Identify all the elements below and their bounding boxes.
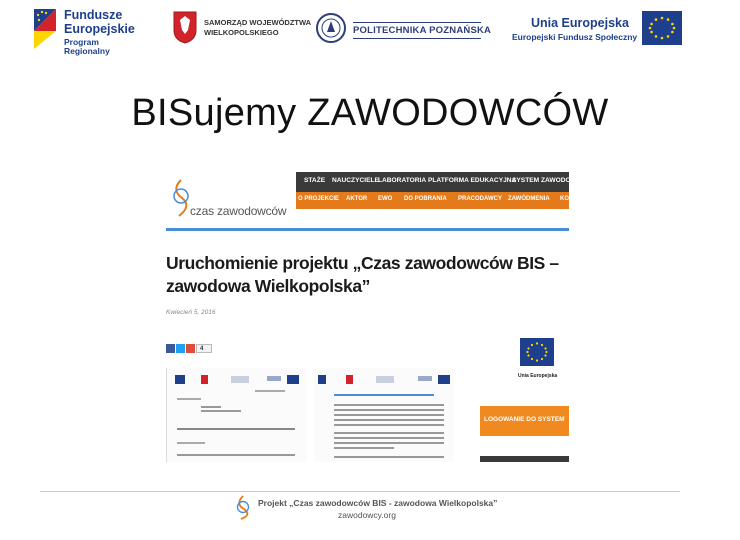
- unia-line1: Unia Europejska: [531, 16, 629, 30]
- politechnika-logo: [315, 12, 490, 44]
- samorzad-line2: WIELKOPOLSKIEGO: [204, 28, 279, 37]
- nav-top-platforma[interactable]: PLATFORMA EDUKACYJNA: [428, 177, 517, 184]
- fundusze-europejskie-emblem: [30, 5, 60, 49]
- nav-bot-zawodmenia[interactable]: ZAWÓDMENIA: [508, 196, 550, 202]
- sidebar-ue-label: Unia Europejska: [518, 373, 558, 379]
- nav-bot-ewo[interactable]: EWO: [378, 196, 393, 202]
- nav-top-staze[interactable]: STAŻE: [304, 177, 326, 184]
- document-logo-strip-2: [318, 374, 450, 386]
- fundusze-line1: Fundusze: [64, 8, 123, 22]
- google-plus-share-icon[interactable]: [186, 344, 195, 353]
- sidebar-eu-flag-icon: [520, 338, 554, 366]
- fundusze-line2: Europejskie: [64, 22, 135, 36]
- article-date: Kwiecień 5, 2016: [166, 309, 216, 316]
- site-brand: czas zawodowców: [190, 204, 287, 218]
- samorzad-line1: SAMORZĄD WOJEWÓDZTWA: [204, 18, 312, 27]
- footer-divider: [40, 491, 680, 492]
- nav-bot-o-projekcie[interactable]: O PROJEKCIE: [298, 196, 340, 202]
- nav-top-laboratoria[interactable]: LABORATORIA: [378, 177, 427, 184]
- document-preview-page-1: [166, 368, 307, 462]
- footer-project: Projekt „Czas zawodowców BIS - zawodowa Wielkopolska”: [258, 498, 498, 508]
- nav-bot-pracodawcy[interactable]: PRACODAWCY: [458, 196, 503, 202]
- article-title-line1: Uruchomienie projektu „Czas zawodowców BIS –: [166, 253, 559, 273]
- eu-flag-icon: [642, 11, 682, 45]
- footer-url[interactable]: zawodowcy.org: [338, 510, 396, 520]
- nav-top-system[interactable]: SYSTEM ZAWODOW: [512, 177, 577, 184]
- coat-of-arms-icon: [172, 10, 198, 44]
- header-divider: [166, 228, 569, 231]
- share-count-box: [196, 344, 212, 353]
- project-logo-icon: [232, 494, 254, 520]
- nav-bot-aktor[interactable]: AKTOR: [346, 196, 368, 202]
- document-logo-strip: [175, 374, 299, 386]
- samorzad-logo: [172, 10, 312, 46]
- fundusze-europejskie-logo: [30, 5, 145, 56]
- facebook-share-icon[interactable]: [166, 344, 175, 353]
- article-title[interactable]: [166, 252, 566, 298]
- login-button-label: LOGOWANIE DO SYSTEM: [484, 416, 565, 423]
- unia-europejska-logo: [510, 10, 685, 48]
- nav-bot-do-pobrania[interactable]: DO POBRANIA: [404, 196, 447, 202]
- article-title-line2: zawodowa Wielkopolska”: [166, 275, 371, 296]
- politechnika-name: POLITECHNIKA POZNAŃSKA: [353, 25, 492, 36]
- sidebar-dark-block: [480, 456, 569, 462]
- website-screenshot: [166, 168, 577, 462]
- fundusze-line3: Program Regionalny: [64, 37, 110, 56]
- slide-title: BISujemy ZAWODOWCÓW: [131, 92, 609, 134]
- document-preview-page-2: [314, 368, 454, 462]
- unia-line2: Europejski Fundusz Społeczny: [512, 32, 638, 42]
- nav-top-nauczyciele[interactable]: NAUCZYCIELE: [332, 177, 379, 184]
- university-seal-icon: [315, 12, 347, 44]
- share-count: 4: [200, 346, 204, 352]
- nav-bot-ko[interactable]: KO: [560, 196, 569, 202]
- twitter-share-icon[interactable]: [176, 344, 185, 353]
- site-bottom-nav: [296, 192, 569, 209]
- site-top-nav: [296, 172, 577, 192]
